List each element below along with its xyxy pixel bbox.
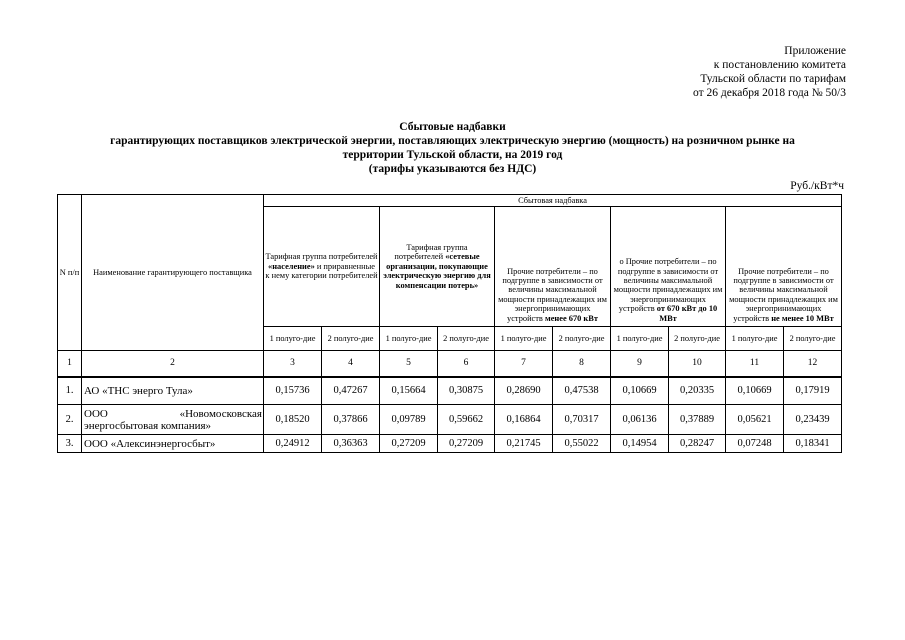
column-index: 4: [322, 351, 380, 377]
header-group-over-10mw: Прочие потребители – по подгруппе в зависимости от величины максимальной мощности принадлежащих им энергопринимающих устройств не менее 10 МВт: [726, 207, 842, 327]
header-group-670-10mw: о Прочие потребители – по подгруппе в зависимости от величины максимальной мощности принадлежащих им энергопринимающих устройств от 670 кВт до 10 МВт: [611, 207, 726, 327]
appendix-line: к постановлению комитета: [713, 59, 846, 71]
value-cell: 0,55022: [553, 435, 611, 453]
value-cell: 0,05621: [726, 405, 784, 435]
title-line: территории Тульской области, на 2019 год: [342, 149, 563, 161]
value-cell: 0,36363: [322, 435, 380, 453]
value-cell: 0,09789: [380, 405, 438, 435]
column-index: 9: [611, 351, 669, 377]
header-half-2: 2 полуго-дие: [784, 327, 842, 351]
value-cell: 0,21745: [495, 435, 553, 453]
column-index: 2: [82, 351, 264, 377]
tariff-table: [57, 194, 842, 453]
value-cell: 0,18520: [264, 405, 322, 435]
column-index: 10: [669, 351, 726, 377]
value-cell: 0,47267: [322, 377, 380, 405]
header-group-population: Тарифная группа потребителей «население» и приравненные к нему категории потребителей: [264, 207, 380, 327]
column-index: 1: [58, 351, 82, 377]
value-cell: 0,30875: [438, 377, 495, 405]
column-index: 5: [380, 351, 438, 377]
header-half-2: 2 полуго-дие: [553, 327, 611, 351]
supplier-name: ООО «Новомосковская энергосбытовая компания»: [82, 405, 264, 435]
title-line: Сбытовые надбавки: [399, 121, 506, 133]
header-group-less-670: Прочие потребители – по подгруппе в зависимости от величины максимальной мощности принадлежащих им энергопринимающих устройств менее 670 кВт: [495, 207, 611, 327]
header-half-1: 1 полуго-дие: [264, 327, 322, 351]
value-cell: 0,15736: [264, 377, 322, 405]
value-cell: 0,16864: [495, 405, 553, 435]
column-index: 3: [264, 351, 322, 377]
table-row: [58, 405, 842, 435]
unit-label: Руб./кВт*ч: [790, 180, 844, 192]
row-number: 2.: [58, 405, 82, 435]
appendix-line: Приложение: [784, 45, 846, 57]
value-cell: 0,27209: [380, 435, 438, 453]
header-markup-group: Сбытовая надбавка: [264, 195, 842, 207]
value-cell: 0,37866: [322, 405, 380, 435]
header-half-1: 1 полуго-дие: [726, 327, 784, 351]
value-cell: 0,20335: [669, 377, 726, 405]
appendix-line: от 26 декабря 2018 года № 50/3: [693, 87, 846, 99]
table-row: [58, 377, 842, 405]
value-cell: 0,15664: [380, 377, 438, 405]
appendix-line: Тульской области по тарифам: [700, 73, 846, 85]
value-cell: 0,14954: [611, 435, 669, 453]
column-index: 8: [553, 351, 611, 377]
appendix-block: [693, 44, 846, 100]
supplier-name: ООО «Алексинэнергосбыт»: [82, 435, 264, 453]
header-half-1: 1 полуго-дие: [611, 327, 669, 351]
column-index: 6: [438, 351, 495, 377]
value-cell: 0,28690: [495, 377, 553, 405]
value-cell: 0,10669: [611, 377, 669, 405]
column-index: 12: [784, 351, 842, 377]
value-cell: 0,10669: [726, 377, 784, 405]
value-cell: 0,17919: [784, 377, 842, 405]
value-cell: 0,37889: [669, 405, 726, 435]
row-number: 3.: [58, 435, 82, 453]
value-cell: 0,47538: [553, 377, 611, 405]
header-half-2: 2 полуго-дие: [322, 327, 380, 351]
supplier-name: АО «ТНС энерго Тула»: [82, 377, 264, 405]
title-line: гарантирующих поставщиков электрической энергии, поставляющих электрическую энергию (мощность) на розничном рынке на: [110, 135, 795, 147]
value-cell: 0,24912: [264, 435, 322, 453]
column-index: 7: [495, 351, 553, 377]
row-number: 1.: [58, 377, 82, 405]
value-cell: 0,59662: [438, 405, 495, 435]
title-line: (тарифы указываются без НДС): [368, 163, 537, 175]
column-index: 11: [726, 351, 784, 377]
header-half-2: 2 полуго-дие: [438, 327, 495, 351]
header-half-1: 1 полуго-дие: [380, 327, 438, 351]
header-half-2: 2 полуго-дие: [669, 327, 726, 351]
header-supplier-name: Наименование гарантирующего поставщика: [82, 195, 264, 351]
value-cell: 0,06136: [611, 405, 669, 435]
header-half-1: 1 полуго-дие: [495, 327, 553, 351]
value-cell: 0,27209: [438, 435, 495, 453]
table-row: [58, 435, 842, 453]
value-cell: 0,07248: [726, 435, 784, 453]
value-cell: 0,70317: [553, 405, 611, 435]
header-num: N п/п: [58, 195, 82, 351]
document-title: [40, 120, 865, 176]
value-cell: 0,18341: [784, 435, 842, 453]
header-group-network: Тарифная группа потребителей «сетевые организации, покупающие электрическую энергию для компенсации потерь»: [380, 207, 495, 327]
value-cell: 0,28247: [669, 435, 726, 453]
value-cell: 0,23439: [784, 405, 842, 435]
